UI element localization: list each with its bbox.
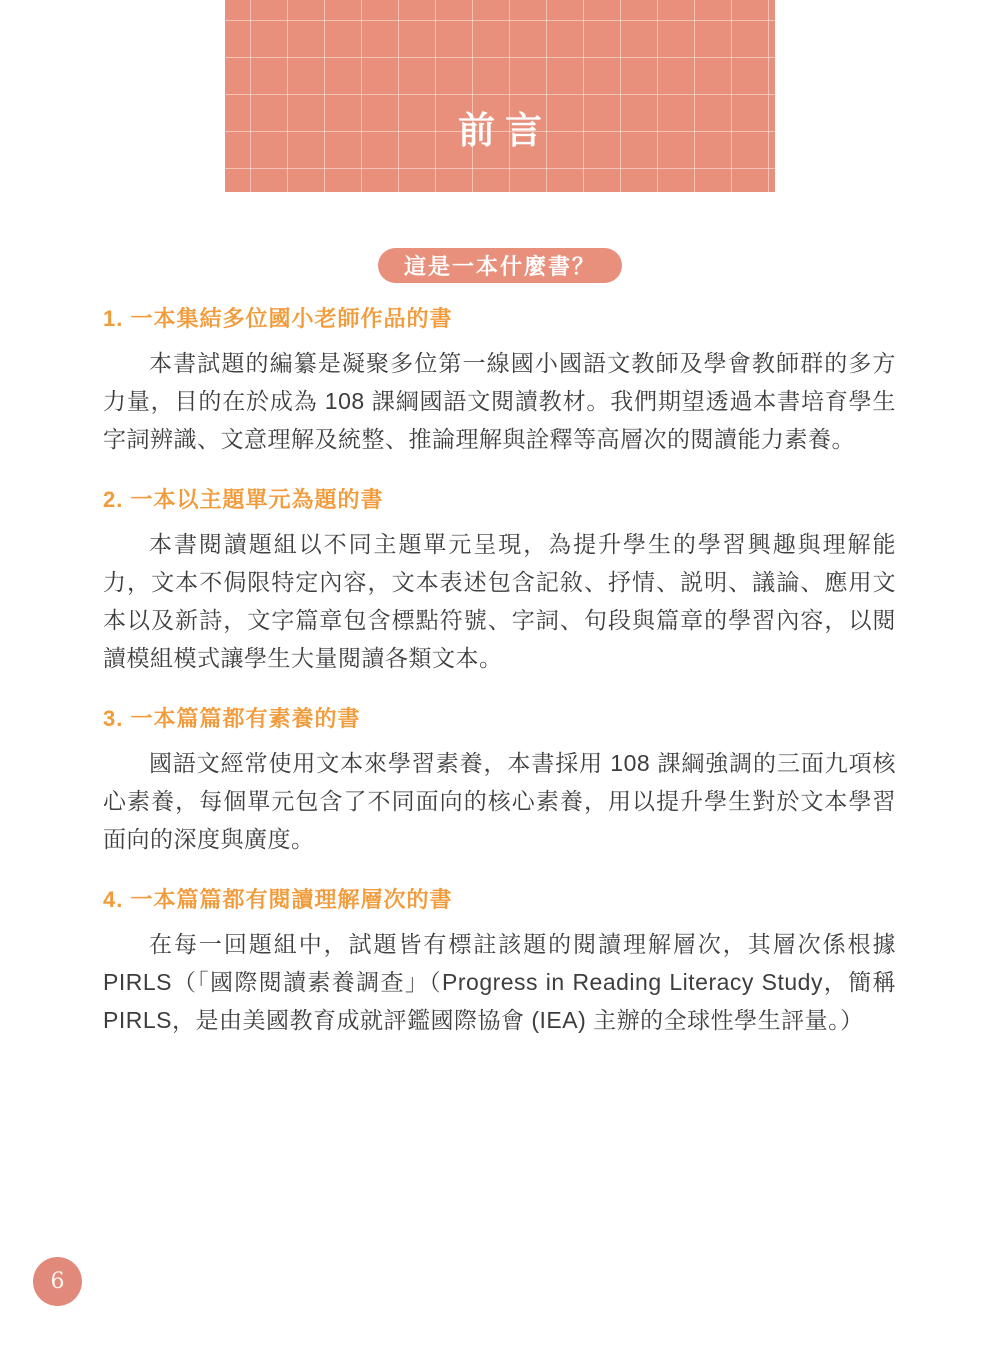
section-4 xyxy=(103,884,896,1039)
preface-content xyxy=(103,303,896,1065)
section-1 xyxy=(103,303,896,458)
chapter-header-banner xyxy=(225,0,775,192)
section-question-badge: 這是一本什麼書？ xyxy=(378,248,622,283)
section-2-heading: 2. 一本以主題單元為題的書 xyxy=(103,487,384,512)
page-number-badge xyxy=(33,1257,82,1306)
section-3-body: 國語文經常使用文本來學習素養，本書採用 108 課綱強調的三面九項核心素養，每個單元包含了不同面向的核心素養，用以提升學生對於文本學習面向的深度與廣度。 xyxy=(103,750,896,852)
chapter-title: 前言 xyxy=(458,110,552,151)
section-4-heading: 4. 一本篇篇都有閱讀理解層次的書 xyxy=(103,887,453,912)
section-3-heading: 3. 一本篇篇都有素養的書 xyxy=(103,706,361,731)
section-2-body: 本書閱讀題組以不同主題單元呈現，為提升學生的學習興趣與理解能力，文本不侷限特定內容，文本表述包含記敘、抒情、説明、議論、應用文本以及新詩，文字篇章包含標點符號、字詞、句段與篇章的學習內容，以閱讀模組模式讓學生大量閱讀各類文本。 xyxy=(103,531,896,671)
page-number: 6 xyxy=(50,1268,65,1294)
section-4-body: 在每一回題組中，試題皆有標註該題的閱讀理解層次，其層次係根據 PIRLS（「國際閱讀素養調查」（Progress in Reading Literacy Study，簡稱 PIRLS，是由美國教育成就評鑑國際協會 (IEA) 主辦的全球性學生評量。） xyxy=(103,931,896,1033)
section-1-body: 本書試題的編纂是凝聚多位第一線國小國語文教師及學會教師群的多方力量，目的在於成為 108 課綱國語文閱讀教材。我們期望透過本書培育學生字詞辨識、文意理解及統整、推論理解與詮釋等高層次的閱讀能力素養。 xyxy=(103,350,896,452)
section-1-heading: 1. 一本集結多位國小老師作品的書 xyxy=(103,306,453,331)
section-2 xyxy=(103,484,896,677)
section-3 xyxy=(103,703,896,858)
